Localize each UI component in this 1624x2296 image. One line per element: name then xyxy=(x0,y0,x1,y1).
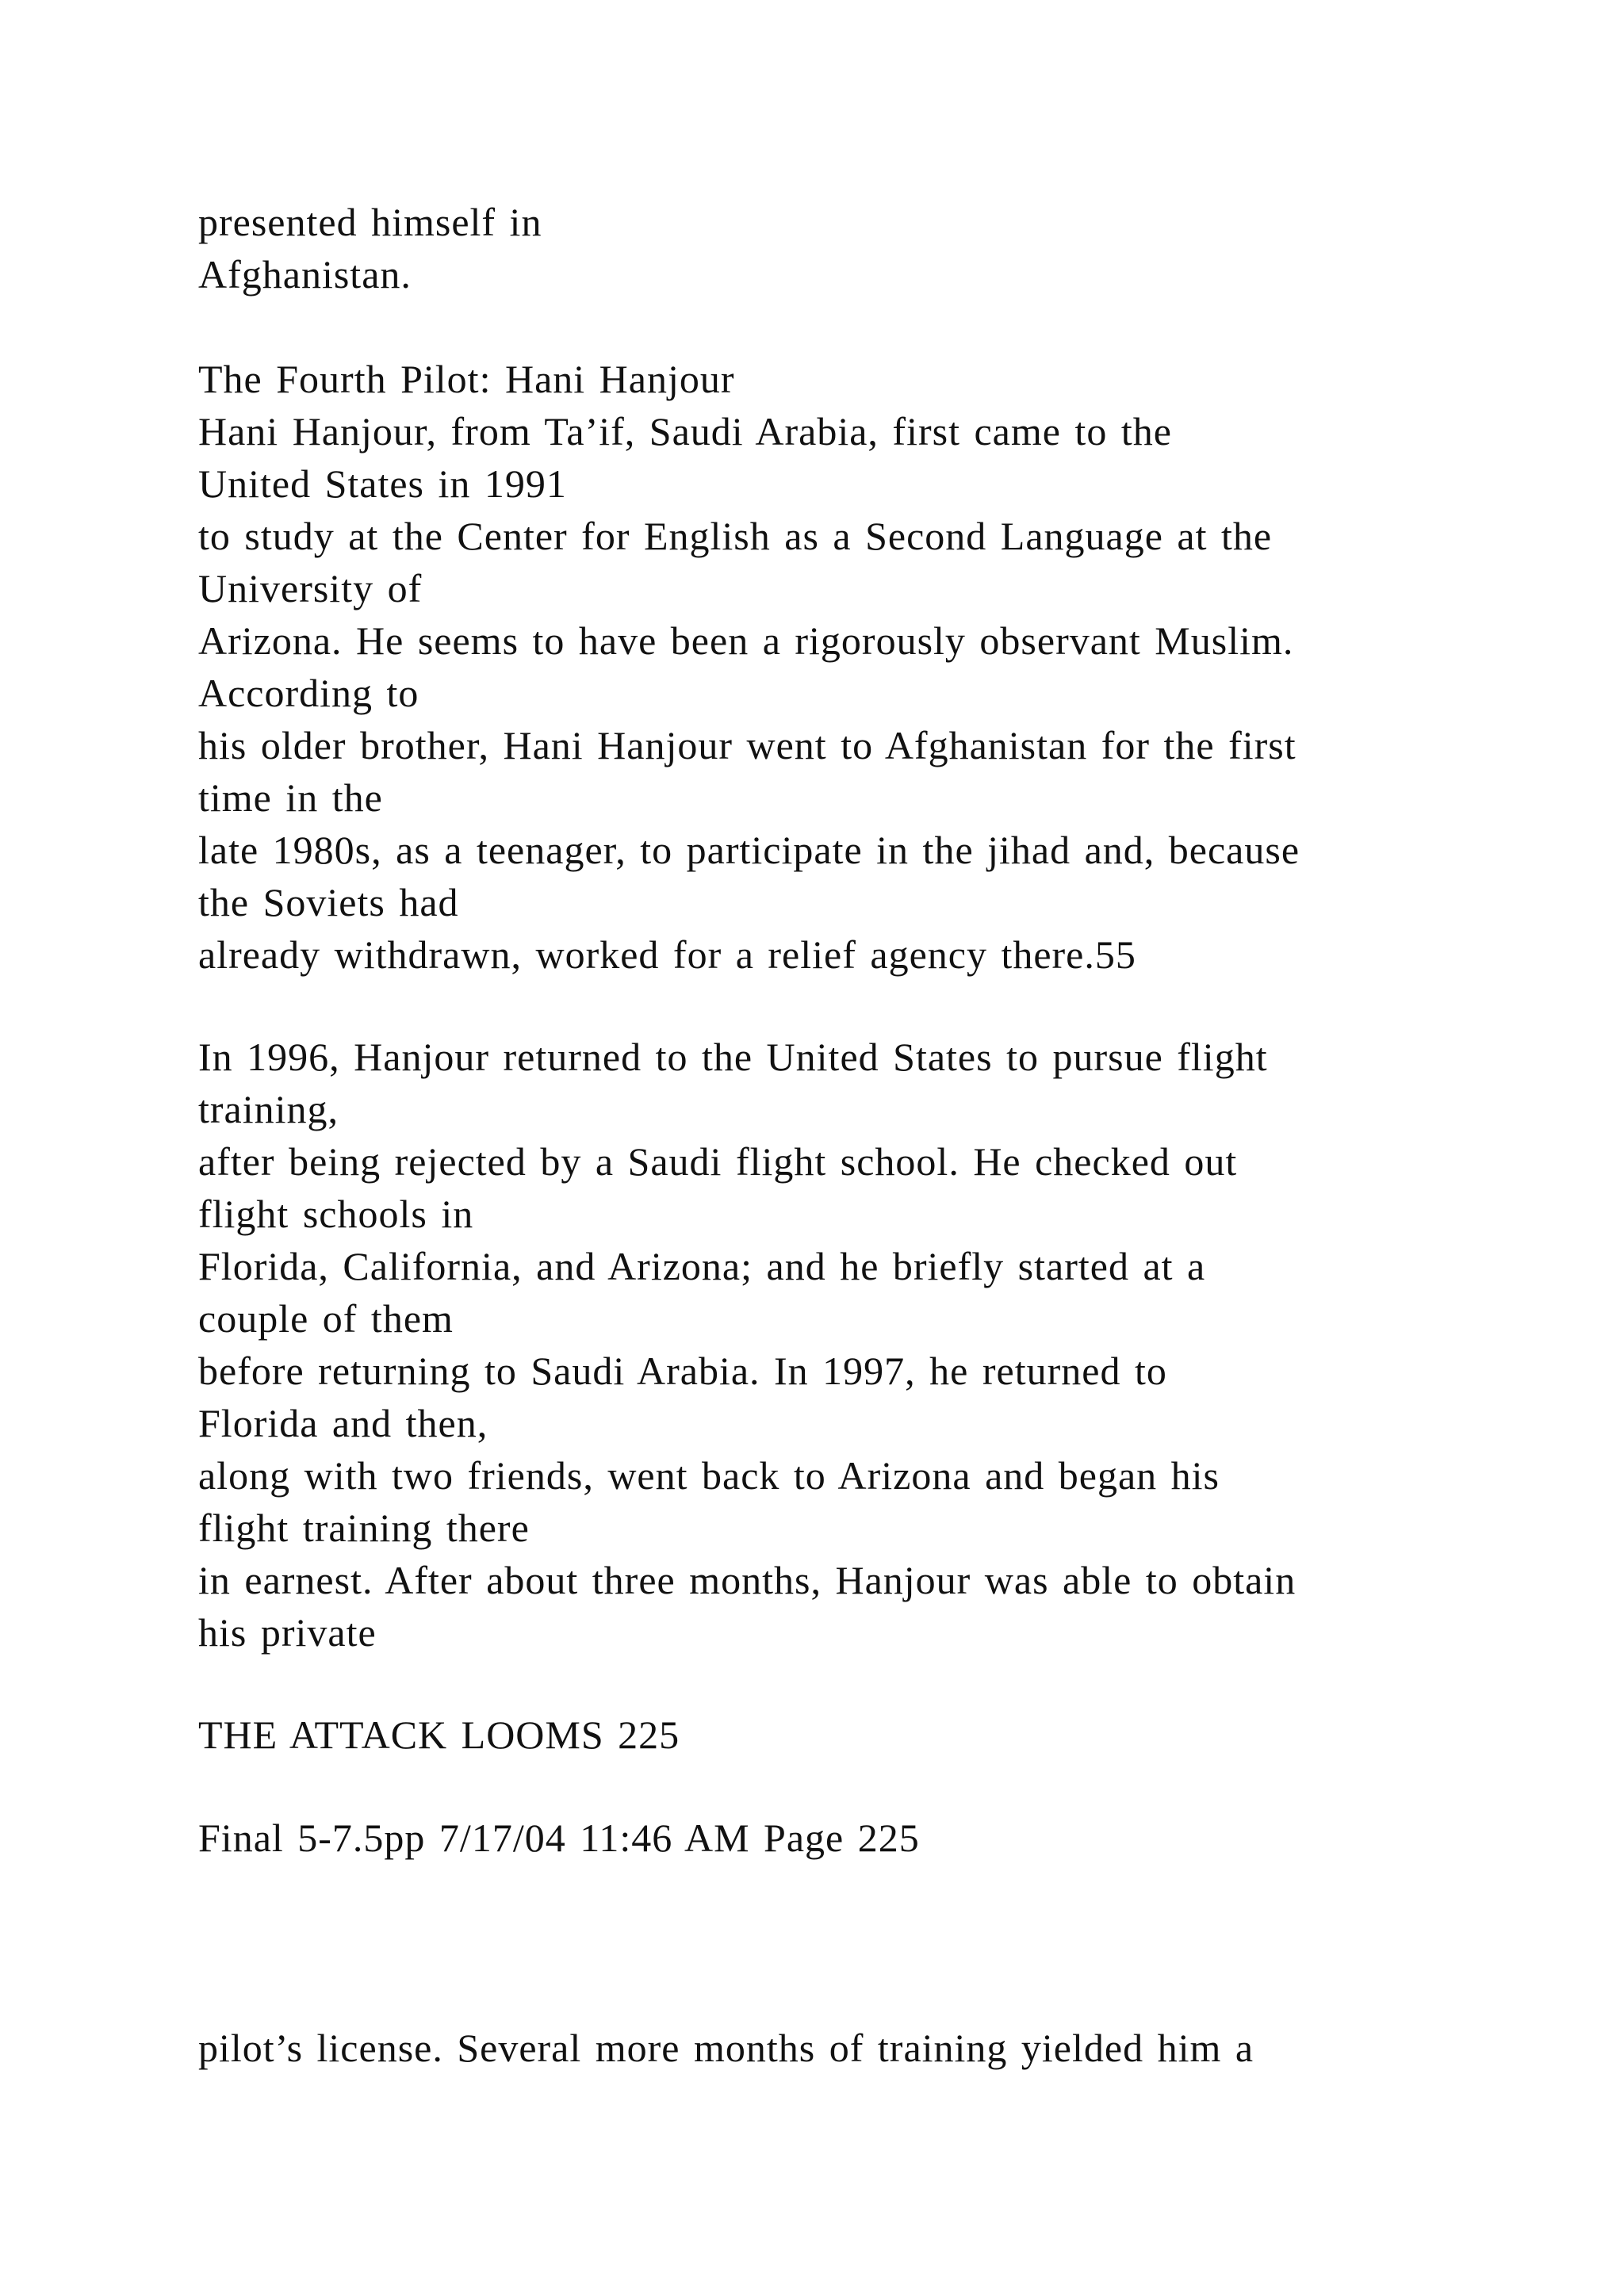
text-line: along with two friends, went back to Arizona and began his xyxy=(198,1453,1220,1498)
text-line: his private xyxy=(198,1610,377,1655)
text-line: Afghanistan. xyxy=(198,252,412,297)
text-line: flight schools in xyxy=(198,1192,474,1236)
text-line: after being rejected by a Saudi flight school. He checked out xyxy=(198,1139,1238,1184)
running-footer xyxy=(198,1709,1546,1761)
text-line: training, xyxy=(198,1087,339,1131)
text-line: to study at the Center for English as a Second Language at the xyxy=(198,514,1273,558)
text-line: time in the xyxy=(198,775,383,820)
text-line: presented himself in xyxy=(198,200,542,244)
print-slug-text: Final 5-7.5pp 7/17/04 11:46 AM Page 225 xyxy=(198,1816,920,1860)
text-line: flight training there xyxy=(198,1506,530,1550)
text-line: Arizona. He seems to have been a rigorously observant Muslim. xyxy=(198,618,1294,663)
paragraph-continuation xyxy=(198,196,1546,300)
text-line: United States in 1991 xyxy=(198,461,567,506)
text-line: late 1980s, as a teenager, to participate in the jihad and, because xyxy=(198,828,1300,872)
print-slug xyxy=(198,1812,1546,1864)
text-line: before returning to Saudi Arabia. In 1997, he returned to xyxy=(198,1349,1167,1393)
text-line: In 1996, Hanjour returned to the United States to pursue flight xyxy=(198,1035,1268,1079)
text-line: University of xyxy=(198,566,423,610)
text-line: the Soviets had xyxy=(198,880,459,924)
text-line: already withdrawn, worked for a relief agency there.55 xyxy=(198,932,1136,977)
text-line: pilot’s license. Several more months of training yielded him a xyxy=(198,2026,1254,2070)
text-line: Florida, California, and Arizona; and he briefly started at a xyxy=(198,1244,1206,1288)
paragraph-flight-training xyxy=(198,1031,1546,1659)
text-line: couple of them xyxy=(198,1296,454,1341)
text-line: Hani Hanjour, from Ta’if, Saudi Arabia, first came to the xyxy=(198,409,1172,453)
running-footer-text: THE ATTACK LOOMS 225 xyxy=(198,1712,680,1757)
text-line: According to xyxy=(198,671,419,715)
text-line: Florida and then, xyxy=(198,1401,488,1445)
paragraph-license xyxy=(198,2022,1546,2074)
text-line: his older brother, Hani Hanjour went to Afghanistan for the first xyxy=(198,723,1297,767)
section-heading: The Fourth Pilot: Hani Hanjour xyxy=(198,357,735,401)
text-line: in earnest. After about three months, Hanjour was able to obtain xyxy=(198,1558,1297,1602)
section-fourth-pilot xyxy=(198,353,1546,981)
